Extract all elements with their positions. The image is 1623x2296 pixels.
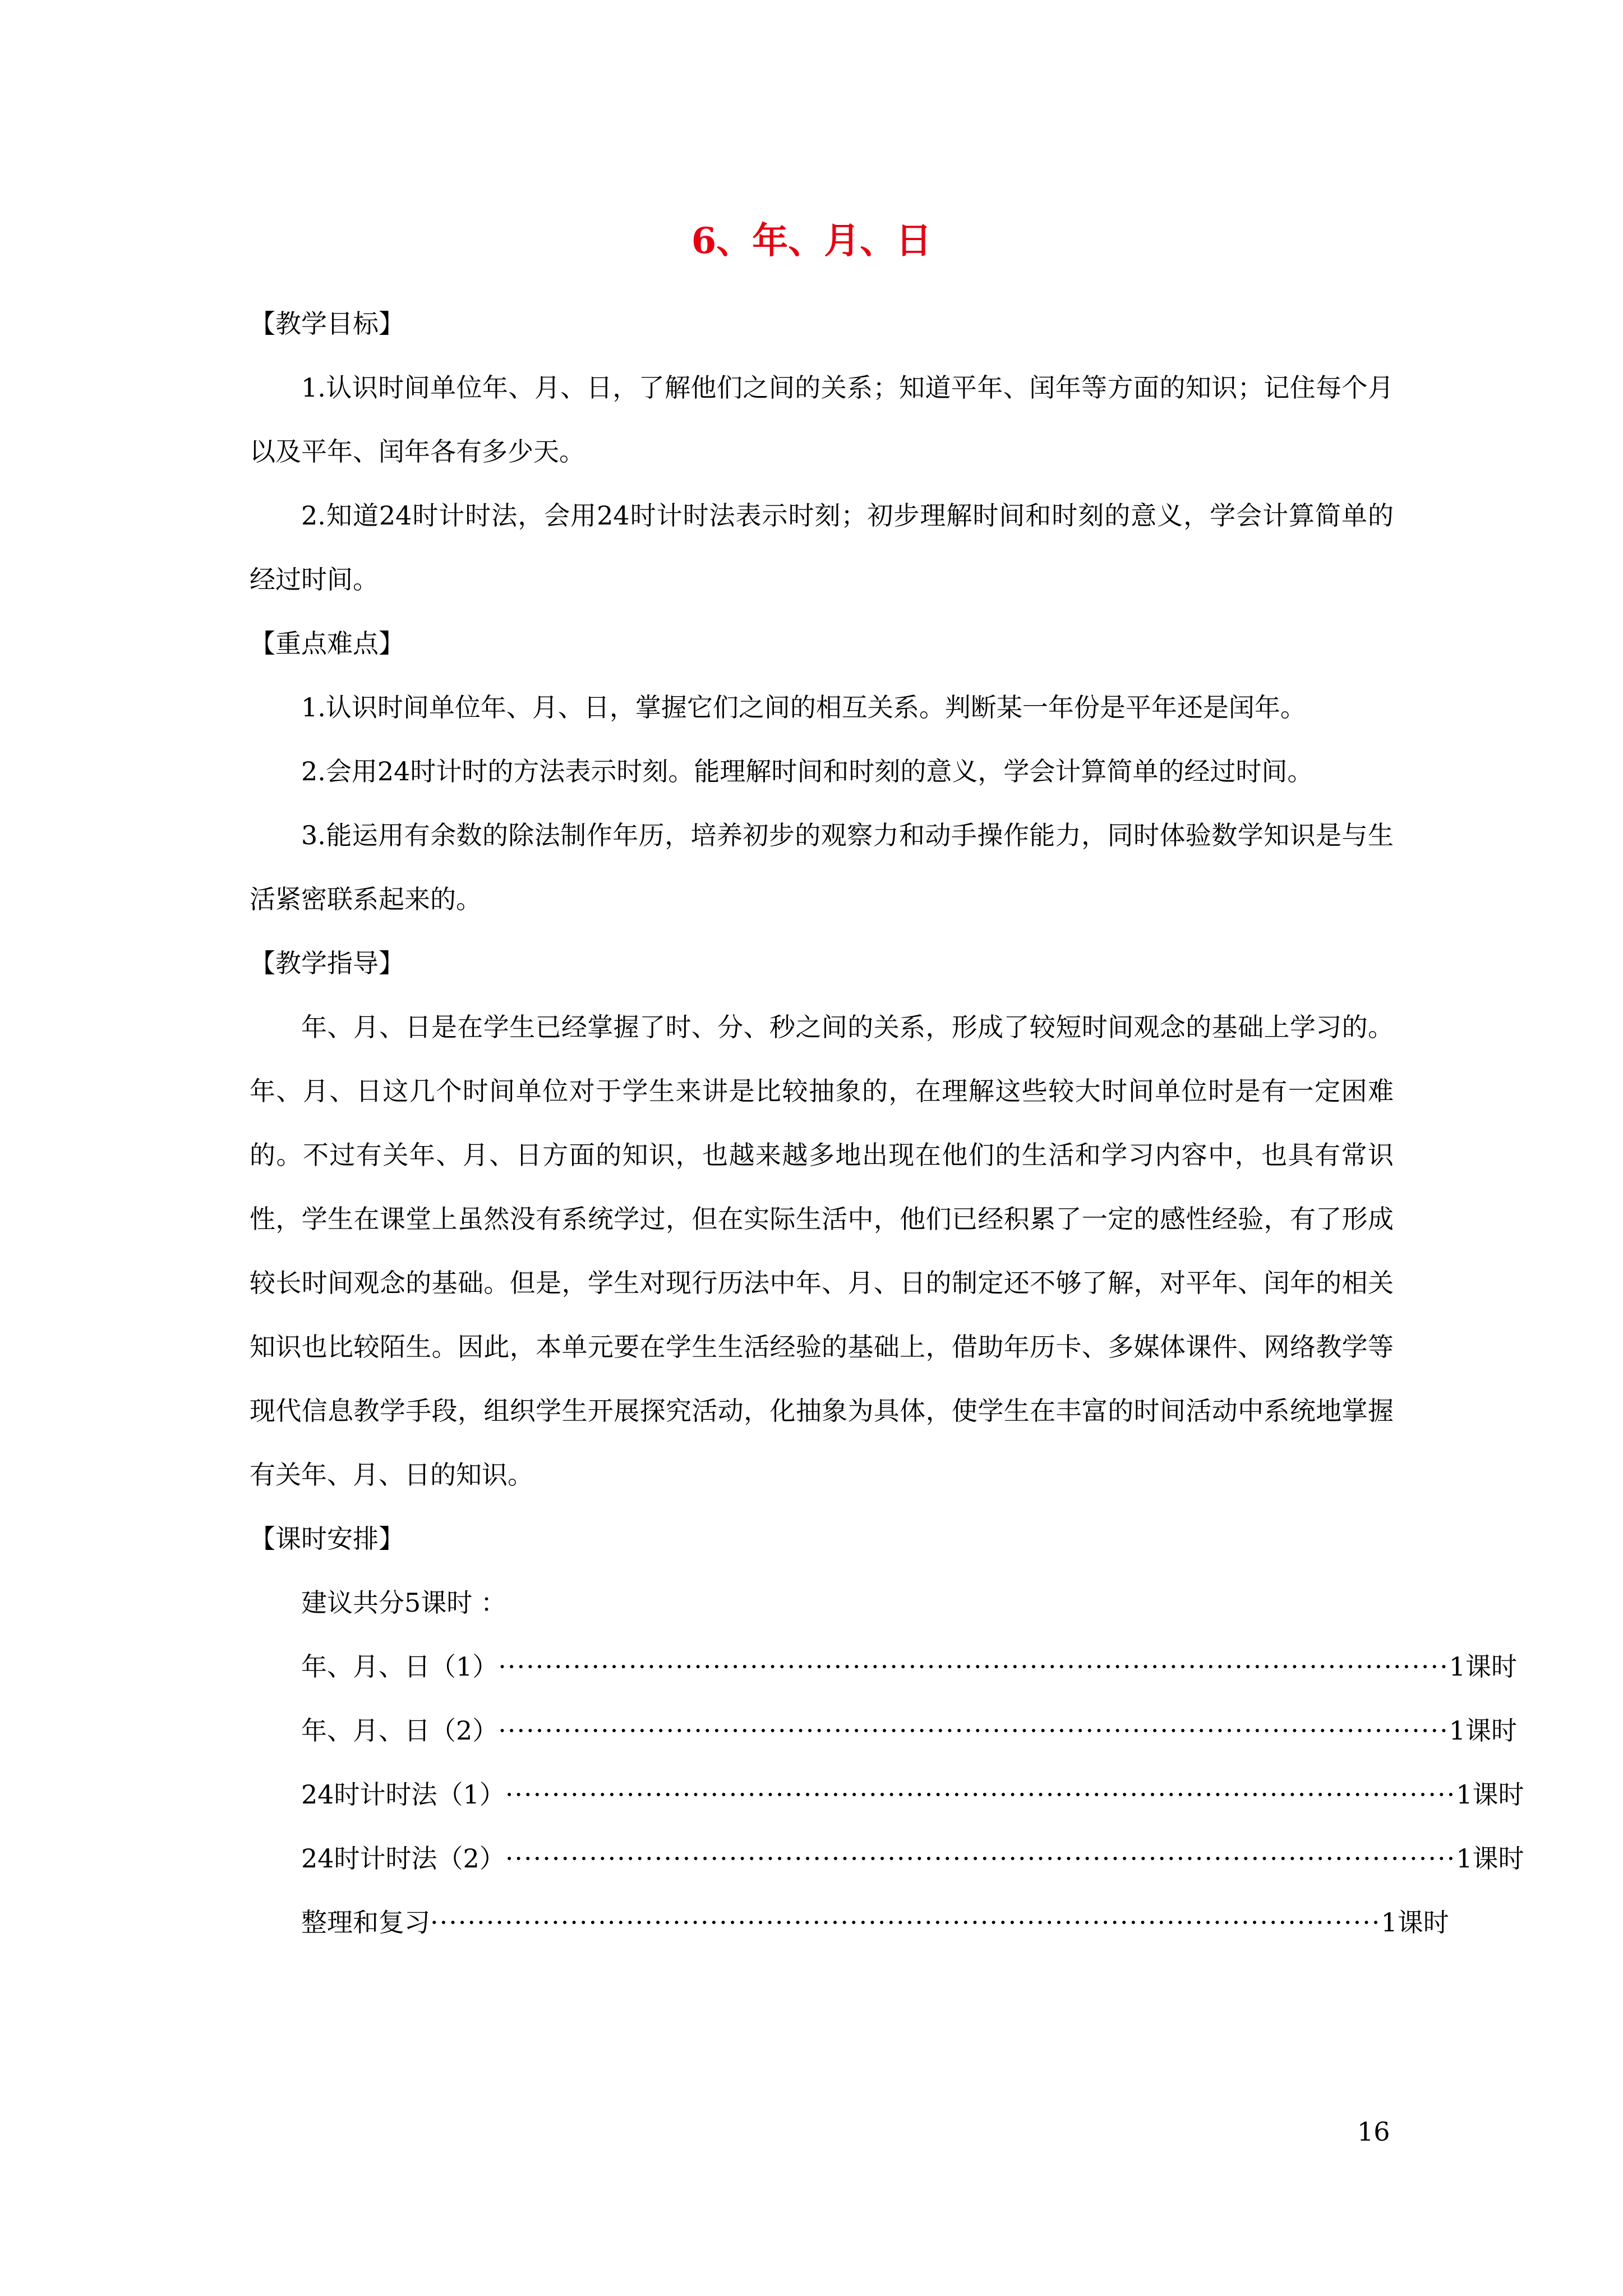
goal-item-2: 2.知道24时计时法，会用24时计时法表示时刻；初步理解时间和时刻的意义，学会计算简单的经过时间。 [250, 500, 1394, 595]
schedule-row-hours: 1课时 [1456, 1843, 1524, 1874]
section-heading-goals: 【教学目标】 [250, 309, 404, 339]
schedule-row-label: 年、月、日（1） [301, 1651, 499, 1682]
section-heading-key-points: 【重点难点】 [250, 628, 404, 659]
key-point-item-1: 1.认识时间单位年、月、日，掌握它们之间的相互关系。判断某一年份是平年还是闰年。 [301, 692, 1306, 723]
schedule-row-hours: 1课时 [1381, 1907, 1449, 1938]
schedule-row-hours: 1课时 [1456, 1779, 1524, 1810]
goal-item-1: 1.认识时间单位年、月、日，了解他们之间的关系；知道平年、闰年等方面的知识；记住每个月以及平年、闰年各有多少天。 [250, 372, 1394, 467]
page-number: 16 [1357, 2116, 1390, 2147]
key-point-item-2: 2.会用24时计时的方法表示时刻。能理解时间和时刻的意义，学会计算简单的经过时间。 [301, 756, 1313, 786]
guidance-paragraph: 年、月、日是在学生已经掌握了时、分、秒之间的关系，形成了较短时间观念的基础上学习的。年、月、日这几个时间单位对于学生来讲是比较抽象的，在理解这些较大时间单位时是有一定困难的。不过有关年、月、日方面的知识，也越来越多地出现在他们的生活和学习内容中，也具有常识性，学生在课堂上虽然没有系统学过，但在实际生活中，他们已经积累了一定的感性经验，有了形成较长时间观念的基础。但是，学生对现行历法中年、月、日的制定还不够了解，对平年、闰年的相关知识也比较陌生。因此，本单元要在学生生活经验的基础上，借助年历卡、多媒体课件、网络教学等现代信息教学手段，组织学生开展探究活动，化抽象为具体，使学生在丰富的时间活动中系统地掌握有关年、月、日的知识。 [250, 1012, 1394, 1490]
section-heading-guidance: 【教学指导】 [250, 948, 404, 978]
schedule-row-label: 年、月、日（2） [301, 1715, 499, 1746]
schedule-intro: 建议共分5课时 ： [301, 1588, 506, 1618]
leader-dots: ······································································································ [505, 1779, 1456, 1810]
schedule-row-label: 24时计时法（1） [301, 1779, 505, 1810]
schedule-row [250, 1635, 1518, 1699]
key-point-item-3: 3.能运用有余数的除法制作年历，培养初步的观察力和动手操作能力，同时体验数学知识是与生活紧密联系起来的。 [250, 820, 1394, 914]
section-heading-schedule: 【课时安排】 [250, 1524, 404, 1554]
schedule-row-hours: 1课时 [1449, 1715, 1518, 1746]
schedule-row-label: 整理和复习 [301, 1907, 430, 1938]
schedule-row [250, 1890, 1449, 1954]
schedule-row-label: 24时计时法（2） [301, 1843, 505, 1874]
schedule-row [250, 1826, 1524, 1890]
schedule-row [250, 1763, 1524, 1826]
schedule-row [250, 1699, 1518, 1763]
leader-dots: ······································································································ [498, 1715, 1449, 1746]
leader-dots: ······································································································ [430, 1907, 1381, 1938]
schedule-row-hours: 1课时 [1449, 1651, 1518, 1682]
page-title: 6、年、月、日 [691, 220, 932, 262]
leader-dots: ······································································································ [498, 1651, 1449, 1682]
leader-dots: ······································································································ [505, 1843, 1456, 1874]
document-body [250, 292, 1524, 1954]
